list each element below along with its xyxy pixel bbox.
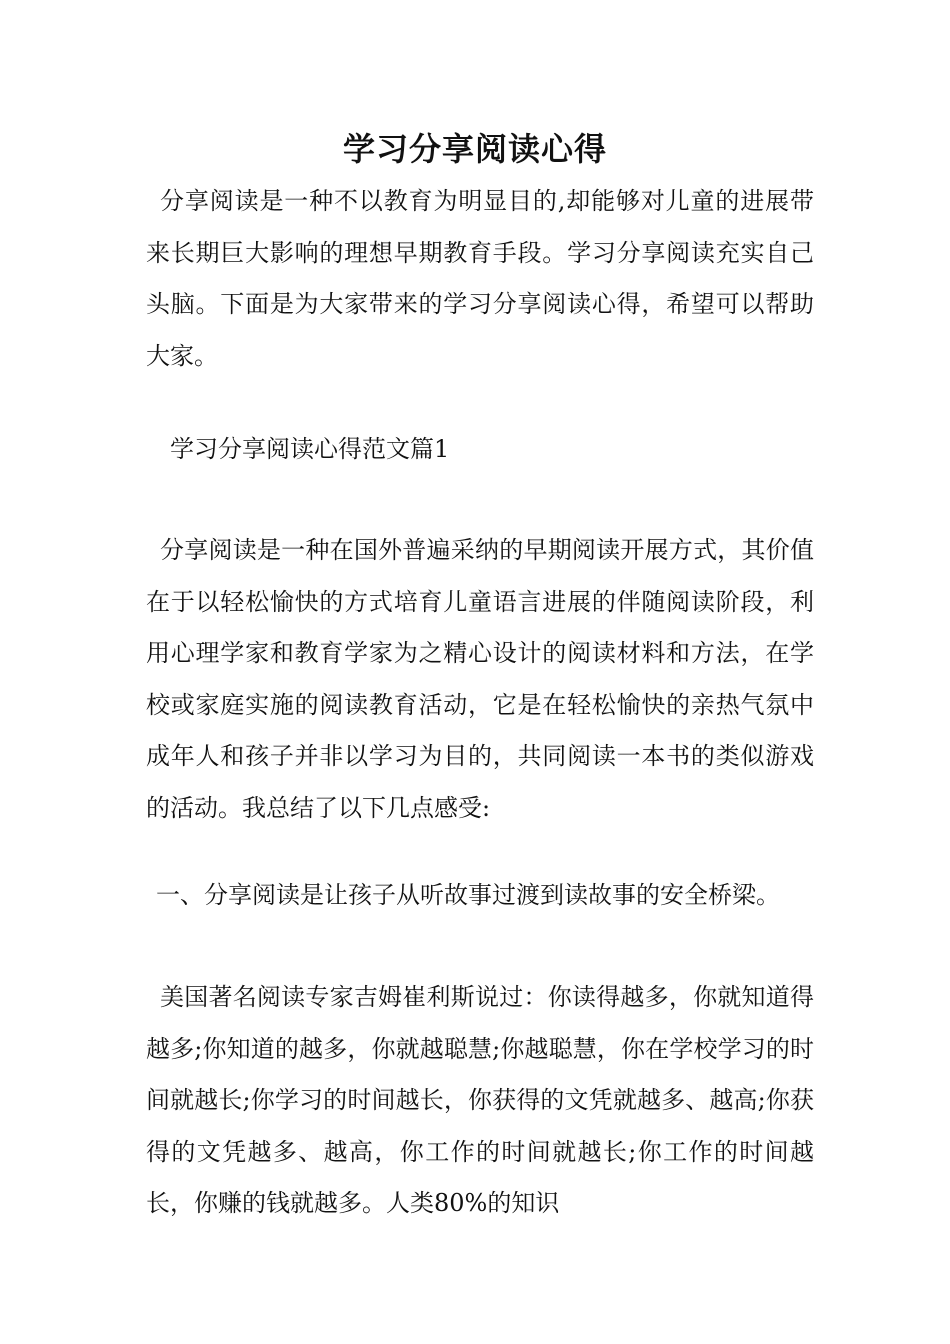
body-paragraph-2: 美国著名阅读专家吉姆崔利斯说过：你读得越多，你就知道得越多;你知道的越多，你就越聪慧;你越聪慧，你在学校学习的时间就越长;你学习的时间越长，你获得的文凭就越多、越高;你获得的文凭越多、越高，你工作的时间就越长;你工作的时间越长，你赚的钱就越多。人类80%的知识	[146, 983, 814, 1217]
point-heading-1: 一、分享阅读是让孩子从听故事过渡到读故事的安全桥梁。	[156, 881, 780, 909]
body-paragraph-1: 分享阅读是一种在国外普遍采纳的早期阅读开展方式，其价值在于以轻松愉快的方式培育儿童语言进展的伴随阅读阶段，利用心理学家和教育学家为之精心设计的阅读材料和方法，在学校或家庭实施的阅读教育活动，它是在轻松愉快的亲热气氛中成年人和孩子并非以学习为目的，共同阅读一本书的类似游戏的活动。我总结了以下几点感受:	[146, 536, 814, 822]
section-heading: 学习分享阅读心得范文篇1	[170, 435, 450, 463]
intro-paragraph: 分享阅读是一种不以教育为明显目的,却能够对儿童的进展带来长期巨大影响的理想早期教育手段。学习分享阅读充实自己头脑。下面是为大家带来的学习分享阅读心得，希望可以帮助大家。	[146, 187, 814, 370]
document-title: 学习分享阅读心得	[342, 130, 607, 168]
